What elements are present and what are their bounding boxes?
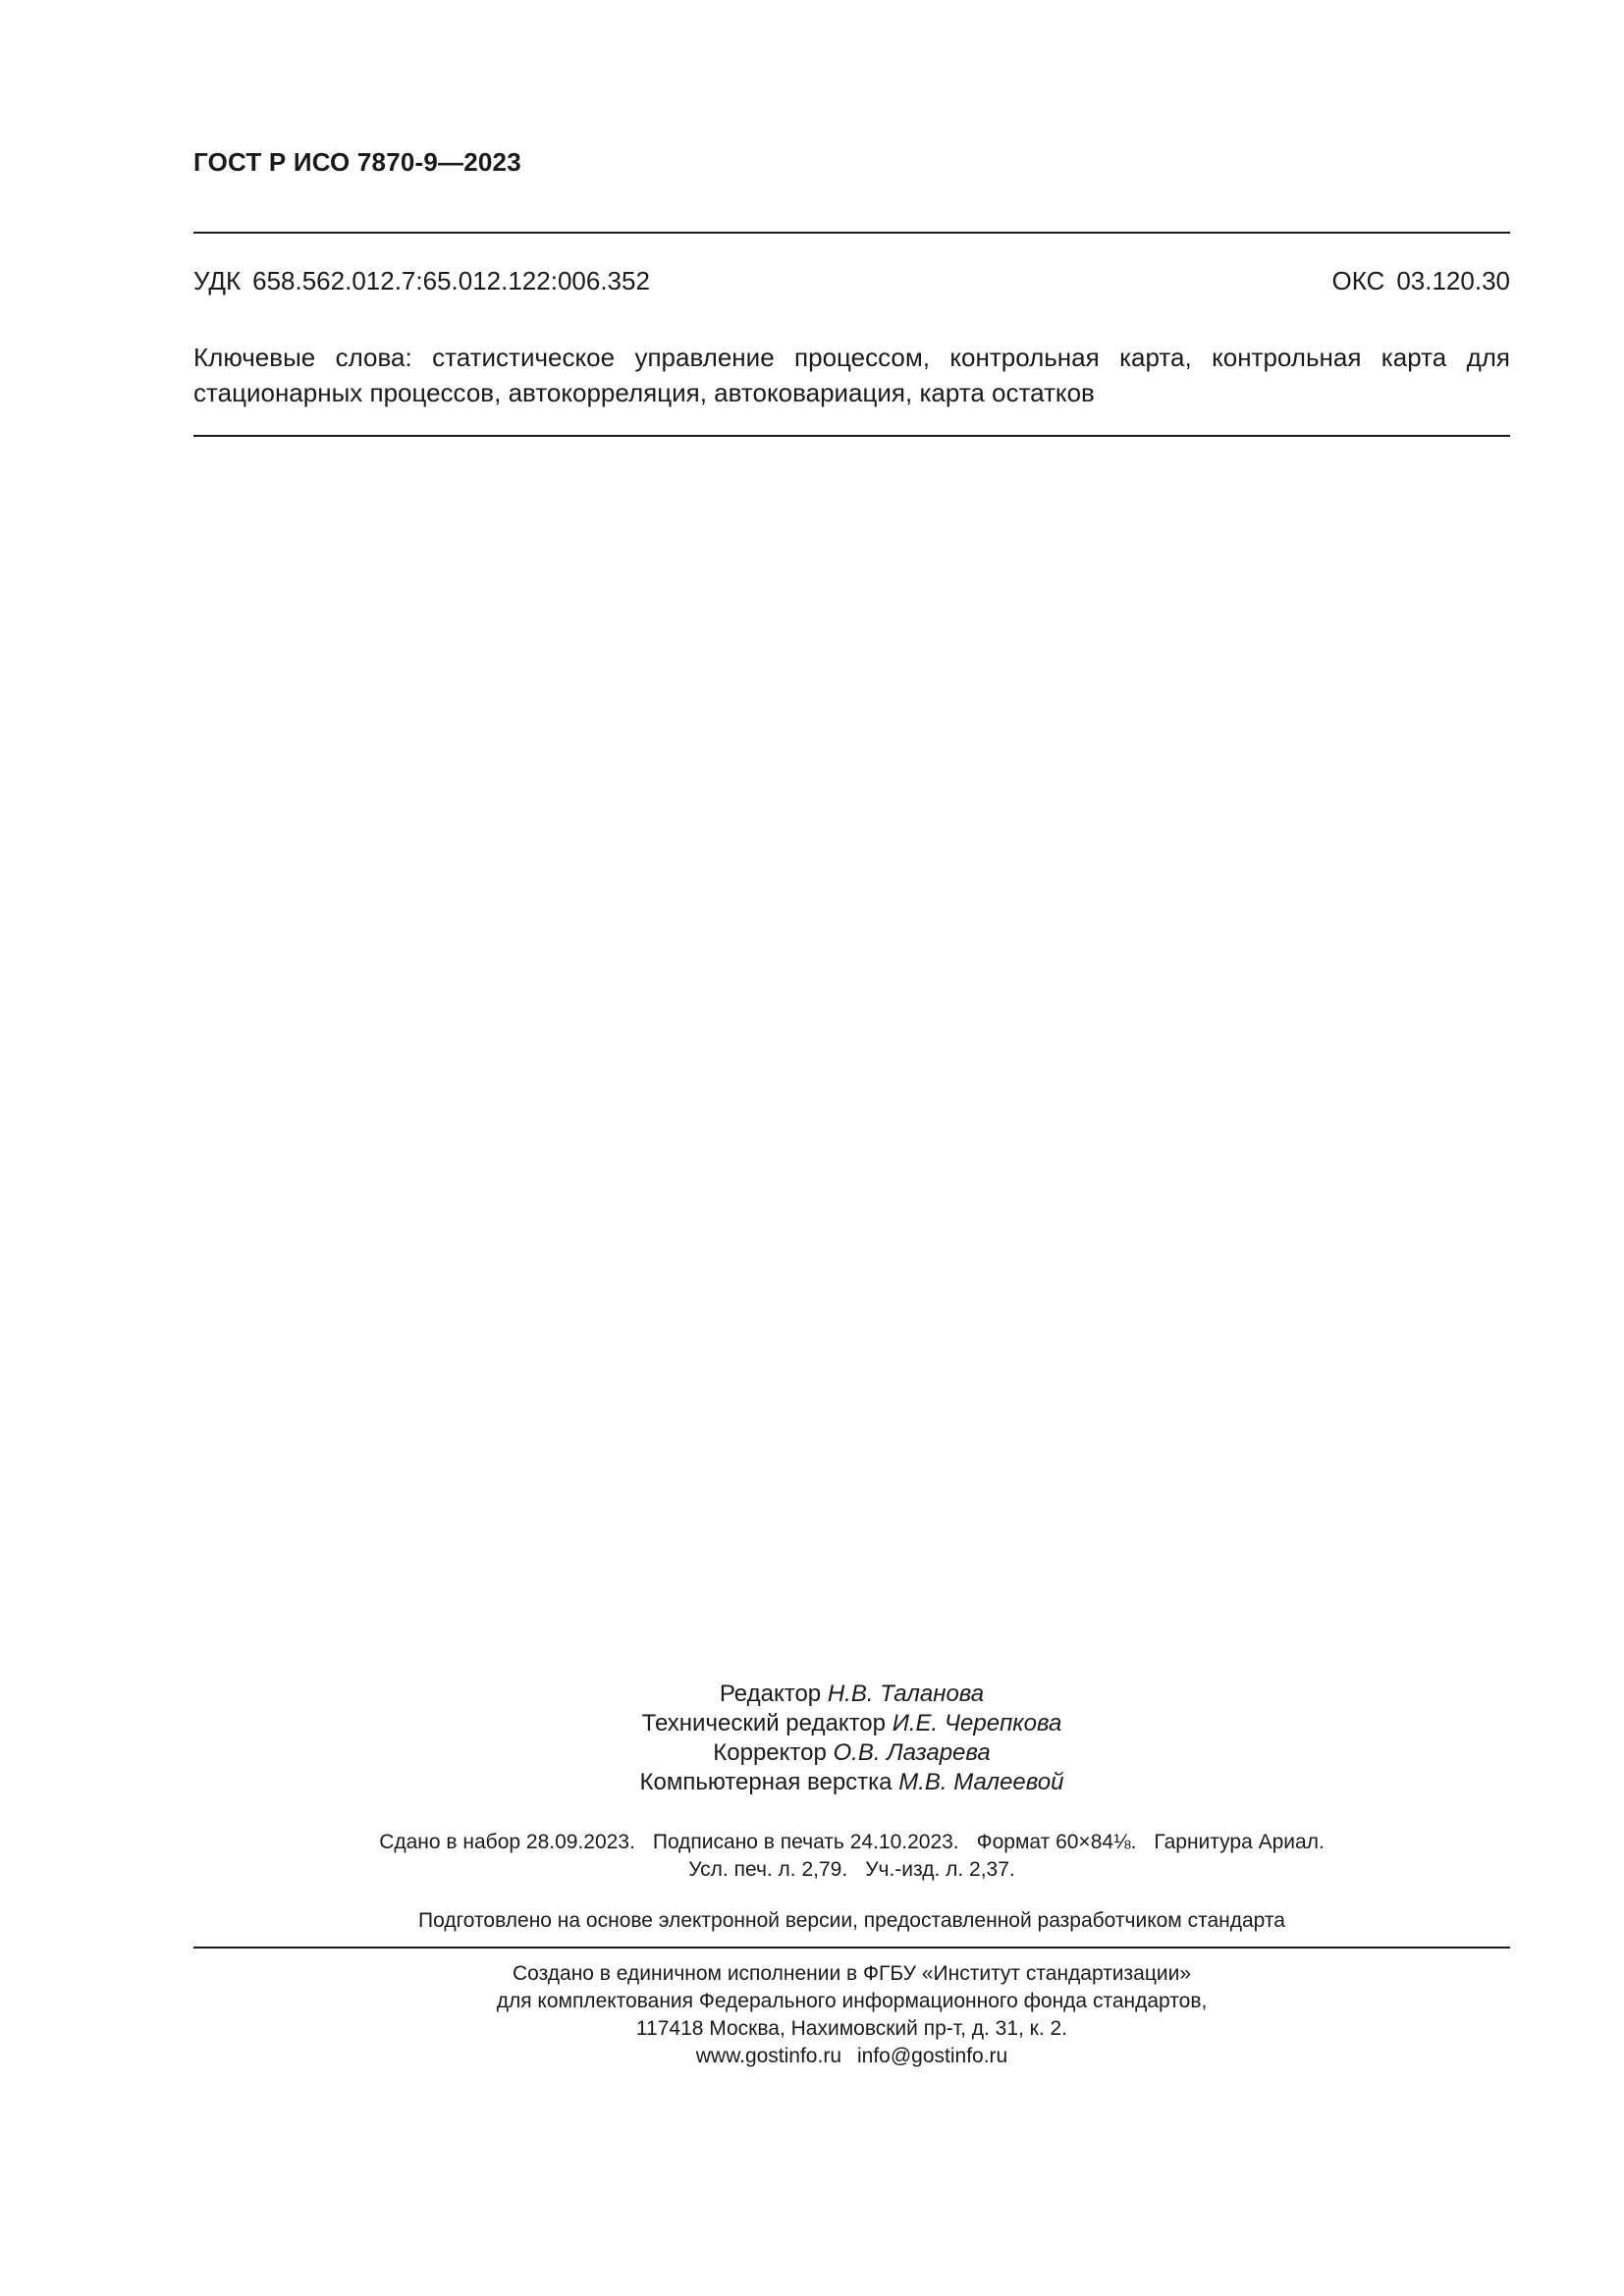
keywords-line-1: Ключевые слова: статистическое управление процессом, контрольная карта, контрольная карта для (193, 343, 1510, 372)
publisher-line-2: для комплектования Федерального информационного фонда стандартов, (496, 1990, 1208, 2012)
oks-value: 03.120.30 (1396, 266, 1510, 295)
top-divider (193, 232, 1510, 234)
credit-role: Компьютерная верстка (639, 1769, 893, 1795)
website-link[interactable]: www.gostinfo.ru (695, 2045, 841, 2067)
publisher-contacts (193, 2043, 1510, 2070)
document-header-title: ГОСТ Р ИСО 7870-9—2023 (193, 147, 521, 177)
typeface: Гарнитура Ариал. (1154, 1831, 1325, 1853)
credit-name: И.Е. Черепкова (892, 1710, 1062, 1736)
credits-block (193, 1680, 1510, 1797)
prepared-note: Подготовлено на основе электронной версии, предоставленной разработчиком стандарта (418, 1909, 1285, 1932)
credit-name: М.В. Малеевой (898, 1769, 1064, 1795)
bottom-divider (193, 1947, 1510, 1949)
typeset-date: Сдано в набор 28.09.2023. (379, 1831, 635, 1853)
print-sheets: Усл. печ. л. 2,79. (688, 1858, 848, 1881)
credit-editor (193, 1680, 1510, 1709)
email-link[interactable]: info@gostinfo.ru (857, 2045, 1008, 2067)
credit-proofreader (193, 1738, 1510, 1768)
credit-name: Н.В. Таланова (827, 1681, 985, 1707)
signed-date: Подписано в печать 24.10.2023. (652, 1831, 959, 1853)
paper-format: Формат 60×84⅛. (976, 1831, 1137, 1853)
credit-technical-editor (193, 1709, 1510, 1738)
credit-name: О.В. Лазарева (833, 1739, 991, 1766)
publisher-sheets: Уч.-изд. л. 2,37. (865, 1858, 1015, 1881)
udk-value: 658.562.012.7:65.012.122:006.352 (252, 266, 650, 295)
credit-role: Редактор (719, 1681, 822, 1707)
credit-layout (193, 1768, 1510, 1797)
print-info-line-2 (193, 1856, 1510, 1884)
udk-label: УДК (193, 266, 242, 295)
print-info-line-1 (193, 1829, 1510, 1856)
keywords-paragraph (193, 340, 1510, 410)
oks-label: ОКС (1331, 266, 1385, 295)
publisher-line-1: Создано в единичном исполнении в ФГБУ «Институт стандартизации» (512, 1962, 1192, 1985)
udk-classification (193, 266, 650, 296)
classification-row (193, 266, 1510, 296)
keywords-line-2: стационарных процессов, автокорреляция, автоковариация, карта остатков (193, 378, 1095, 407)
oks-classification (1331, 266, 1510, 296)
print-info-block (193, 1829, 1510, 1884)
credit-role: Корректор (713, 1739, 827, 1766)
publisher-address: 117418 Москва, Нахимовский пр-т, д. 31, к. 2. (635, 2017, 1068, 2040)
credit-role: Технический редактор (641, 1710, 887, 1736)
keywords-divider (193, 435, 1510, 437)
publisher-block (193, 1960, 1510, 2070)
